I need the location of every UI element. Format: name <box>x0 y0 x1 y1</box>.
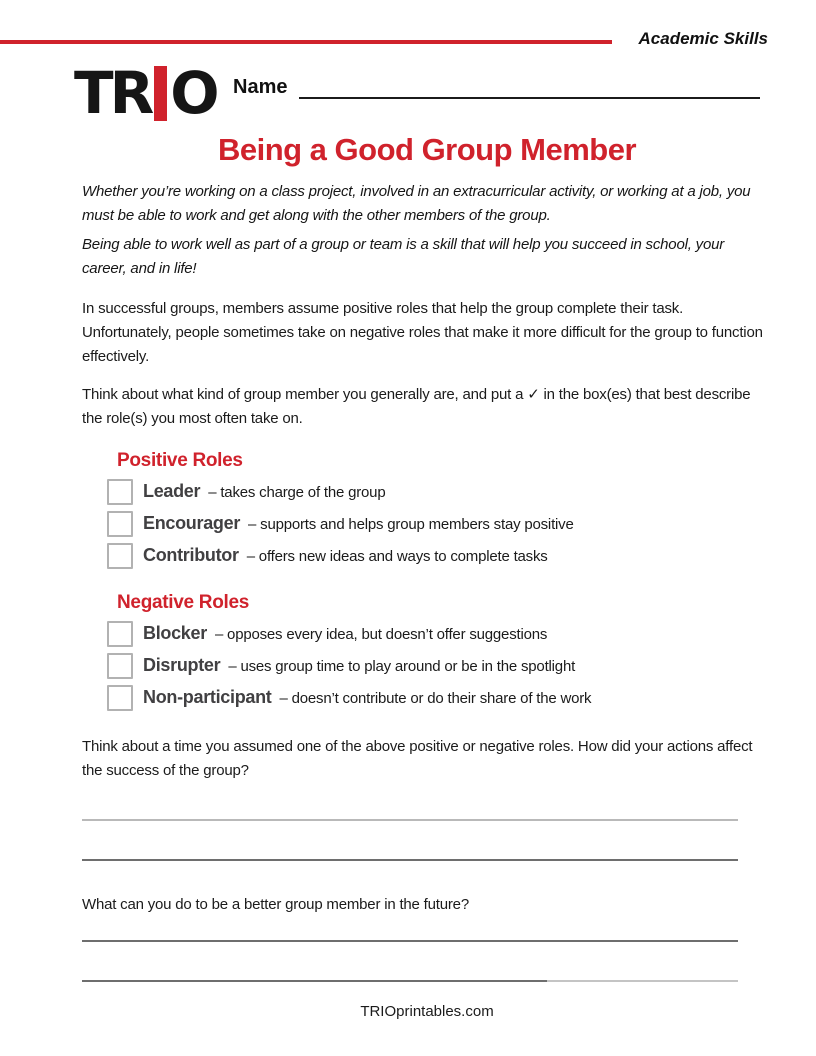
name-input-line[interactable] <box>299 76 760 99</box>
role-label <box>143 621 547 647</box>
question-2-text: What can you do to be a better group member in the future? <box>82 896 469 913</box>
question-1-text: Think about a time you assumed one of the above positive or negative roles. How did your actions affect the success of the group? <box>82 738 753 779</box>
name-label: Name <box>233 76 288 98</box>
intro-paragraph-2: Being able to work well as part of a group or team is a skill that will help you succeed in school, your career, and in life! <box>82 236 725 277</box>
non-participant-checkbox[interactable] <box>107 685 133 711</box>
role-description: – takes charge of the group <box>208 484 386 501</box>
role-row-leader <box>107 479 772 505</box>
disrupter-checkbox[interactable] <box>107 653 133 679</box>
trio-logo <box>74 58 216 127</box>
role-name: Encourager <box>143 513 241 533</box>
role-name: Contributor <box>143 545 239 565</box>
footer-url: TRIOprintables.com <box>360 1003 494 1020</box>
header-category: Academic Skills <box>638 29 768 48</box>
role-label <box>143 479 385 505</box>
role-row-non-participant <box>107 685 772 711</box>
role-name: Disrupter <box>143 655 221 675</box>
answer-line-2[interactable] <box>82 859 738 861</box>
logo-letters-tr: TR <box>74 59 151 127</box>
role-name: Blocker <box>143 623 207 643</box>
instruction-paragraph-1: In successful groups, members assume positive roles that help the group complete their task. Unfortunately, people sometimes take on negative roles that make it more difficult for the group to function effectively. <box>82 300 763 365</box>
role-label <box>143 685 591 711</box>
role-name: Non-participant <box>143 687 272 707</box>
role-label <box>143 511 574 537</box>
role-name: Leader <box>143 481 201 501</box>
role-label <box>143 543 548 569</box>
answer-line-4-dark-segment <box>82 980 547 982</box>
answer-line-1[interactable] <box>82 819 738 821</box>
role-description: – opposes every idea, but doesn’t offer suggestions <box>214 626 548 643</box>
encourager-checkbox[interactable] <box>107 511 133 537</box>
worksheet-title: Being a Good Group Member <box>217 132 637 167</box>
role-row-encourager <box>107 511 772 537</box>
role-description: – offers new ideas and ways to complete tasks <box>246 548 548 565</box>
answer-line-4-light-segment <box>547 980 738 982</box>
logo-letter-o: O <box>170 59 216 127</box>
answer-line-3[interactable] <box>82 940 738 942</box>
contributor-checkbox[interactable] <box>107 543 133 569</box>
name-field <box>233 76 760 99</box>
instruction-paragraph-2: Think about what kind of group member you generally are, and put a ✓ in the box(es) that best describe the role(s) you most often take on. <box>82 386 751 427</box>
intro-paragraph-1: Whether you’re working on a class project, involved in an extracurricular activity, or working at a job, you must be able to work and get along with the other members of the group. <box>82 183 751 224</box>
role-description: – supports and helps group members stay positive <box>248 516 574 533</box>
role-description: – doesn’t contribute or do their share of the work <box>279 690 592 707</box>
leader-checkbox[interactable] <box>107 479 133 505</box>
header-rule <box>0 40 612 44</box>
worksheet-content <box>82 180 772 980</box>
section-heading-positive: Positive Roles <box>117 450 243 471</box>
role-label <box>143 653 575 679</box>
blocker-checkbox[interactable] <box>107 621 133 647</box>
role-description: – uses group time to play around or be in the spotlight <box>228 658 576 675</box>
section-heading-negative: Negative Roles <box>117 592 250 613</box>
logo-i-bar <box>154 66 167 121</box>
role-row-contributor <box>107 543 772 569</box>
role-row-blocker <box>107 621 772 647</box>
role-row-disrupter <box>107 653 772 679</box>
